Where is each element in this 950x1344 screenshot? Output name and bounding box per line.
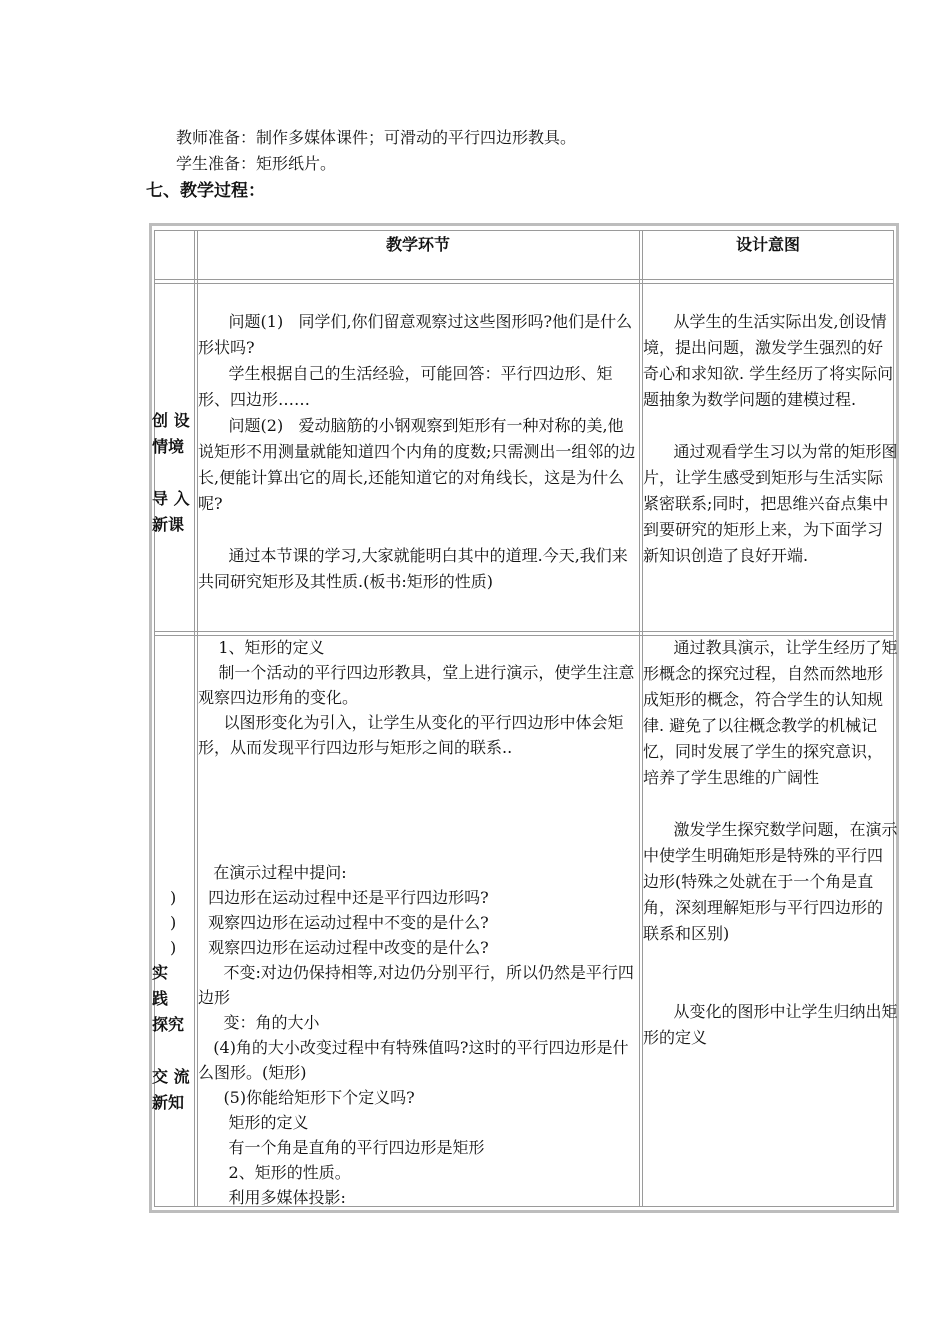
row2-content-paragraph: 利用多媒体投影:: [198, 1188, 346, 1207]
row2-content-paragraph: 变：角的大小: [198, 1013, 320, 1032]
row1-label-line: [152, 460, 196, 486]
row1-content-paragraph: 问题(1) 同学们,你们留意观察过这些图形吗?他们是什么形状吗?: [198, 312, 633, 357]
row2-content-paragraph: 2、矩形的性质。: [198, 1163, 351, 1182]
row2-content-bottom: [198, 860, 638, 1210]
row2-content-paragraph: 不变:对边仍保持相等,对边仍分别平行，所以仍然是平行四边形: [198, 963, 634, 1007]
row2-content-paragraph: 制一个活动的平行四边形教具，堂上进行演示，使学生注意观察四边形角的变化。: [198, 663, 635, 707]
section-title: 七、教学过程：: [146, 181, 265, 201]
row1-label-line: 新课: [152, 515, 185, 534]
row1-intent-paragraph: 从学生的生活实际出发,创设情境，提出问题，激发学生强烈的好奇心和求知欲. 学生经历了将实际问题抽象为数学问题的建模过程.: [643, 312, 894, 409]
row2-content-paragraph: 1、矩形的定义: [198, 638, 325, 657]
row2-label-line: 交 流: [152, 1067, 190, 1086]
row1-intent: [643, 309, 898, 569]
row1-label-line: 创 设: [152, 411, 190, 430]
row-divider: [154, 631, 894, 632]
row2-content-paragraph: 观察四边形在运动过程中不变的是什么?: [198, 913, 489, 932]
row2-intent-paragraph: [643, 791, 898, 817]
row2-content-paragraph: (5)你能给矩形下个定义吗?: [198, 1088, 415, 1107]
header-stage: 教学环节: [385, 235, 450, 254]
list-marker: ): [170, 888, 177, 907]
row2-intent-paragraph: [643, 973, 898, 999]
row2-content-paragraph: (4)角的大小改变过程中有特殊值吗?这时的平行四边形是什么图形。(矩形): [198, 1038, 629, 1082]
row2-intent-paragraph: 通过教具演示，让学生经历了矩形概念的探究过程，自然而然地形成矩形的概念，符合学生的认知规律. 避免了以往概念教学的机械记忆，同时发展了学生的探究意识，培养了学生思维的广阔性: [643, 638, 898, 787]
row1-label-line: 情境: [152, 437, 185, 456]
row2-content-top: [198, 635, 638, 760]
row2-content-paragraph: 矩形的定义: [198, 1113, 309, 1132]
header-intent: 设计意图: [735, 235, 800, 254]
header-row-divider-inner: [154, 283, 894, 284]
row2-intent: [643, 635, 898, 1051]
content-column-divider: [639, 230, 640, 1207]
row2-content-paragraph: 四边形在运动过程中还是平行四边形吗?: [198, 888, 489, 907]
row2-label-line: 实: [152, 963, 169, 982]
row2-intent-paragraph: [643, 947, 898, 973]
row1-intent-paragraph: 通过观看学生习以为常的矩形图片，让学生感受到矩形与生活实际紧密联系;同时，把思维兴奋点集中到要研究的矩形上来，为下面学习新知识创造了良好开端.: [643, 442, 898, 565]
row1-content-paragraph: 学生根据自己的生活经验，可能回答：平行四边形、矩形、四边形……: [198, 364, 613, 409]
row2-intent-paragraph: 从变化的图形中让学生归纳出矩形的定义: [643, 1002, 898, 1047]
row2-label-line: 探究: [152, 1015, 185, 1034]
row1-intent-paragraph: [643, 413, 898, 439]
list-marker: ): [170, 938, 177, 957]
student-preparation: 学生准备：矩形纸片。: [176, 154, 337, 173]
table-inner-top-border: [154, 230, 894, 231]
row1-content-paragraph: 通过本节课的学习,大家就能明白其中的道理.今天,我们来共同研究矩形及其性质.(板书:矩形的性质): [198, 546, 628, 591]
row2-content-paragraph: 以图形变化为引入，让学生从变化的平行四边形中体会矩形，从而发现平行四边形与矩形之间的联系..: [198, 713, 624, 757]
row2-content-paragraph: 有一个角是直角的平行四边形是矩形: [198, 1138, 485, 1157]
row2-content-paragraph: 在演示过程中提问:: [198, 863, 347, 882]
row1-stage-label: [152, 408, 196, 538]
teacher-preparation: 教师准备：制作多媒体课件；可滑动的平行四边形教具。: [176, 128, 577, 147]
row2-intent-paragraph: 激发学生探究数学问题，在演示中使学生明确矩形是特殊的平行四边形(特殊之处就在于一个角是直角，深刻理解矩形与平行四边形的联系和区别): [643, 820, 898, 943]
row2-label-line: [152, 1038, 196, 1064]
header-row-divider: [154, 279, 894, 280]
row2-label-line: 践: [152, 989, 169, 1008]
row1-content: [198, 309, 638, 595]
row1-label-line: 导 入: [152, 489, 190, 508]
row1-content-paragraph: 问题(2) 爱动脑筋的小钢观察到矩形有一种对称的美,他说矩形不用测量就能知道四个内角的度数;只需测出一组邻的边长,便能计算出它的周长,还能知道它的对角线长，这是为什么呢?: [198, 416, 636, 513]
row2-content-paragraph: 观察四边形在运动过程中改变的是什么?: [198, 938, 489, 957]
row2-stage-label: [152, 960, 196, 1116]
row1-content-paragraph: [198, 517, 638, 543]
row2-label-line: 新知: [152, 1093, 185, 1112]
list-marker: ): [170, 913, 177, 932]
